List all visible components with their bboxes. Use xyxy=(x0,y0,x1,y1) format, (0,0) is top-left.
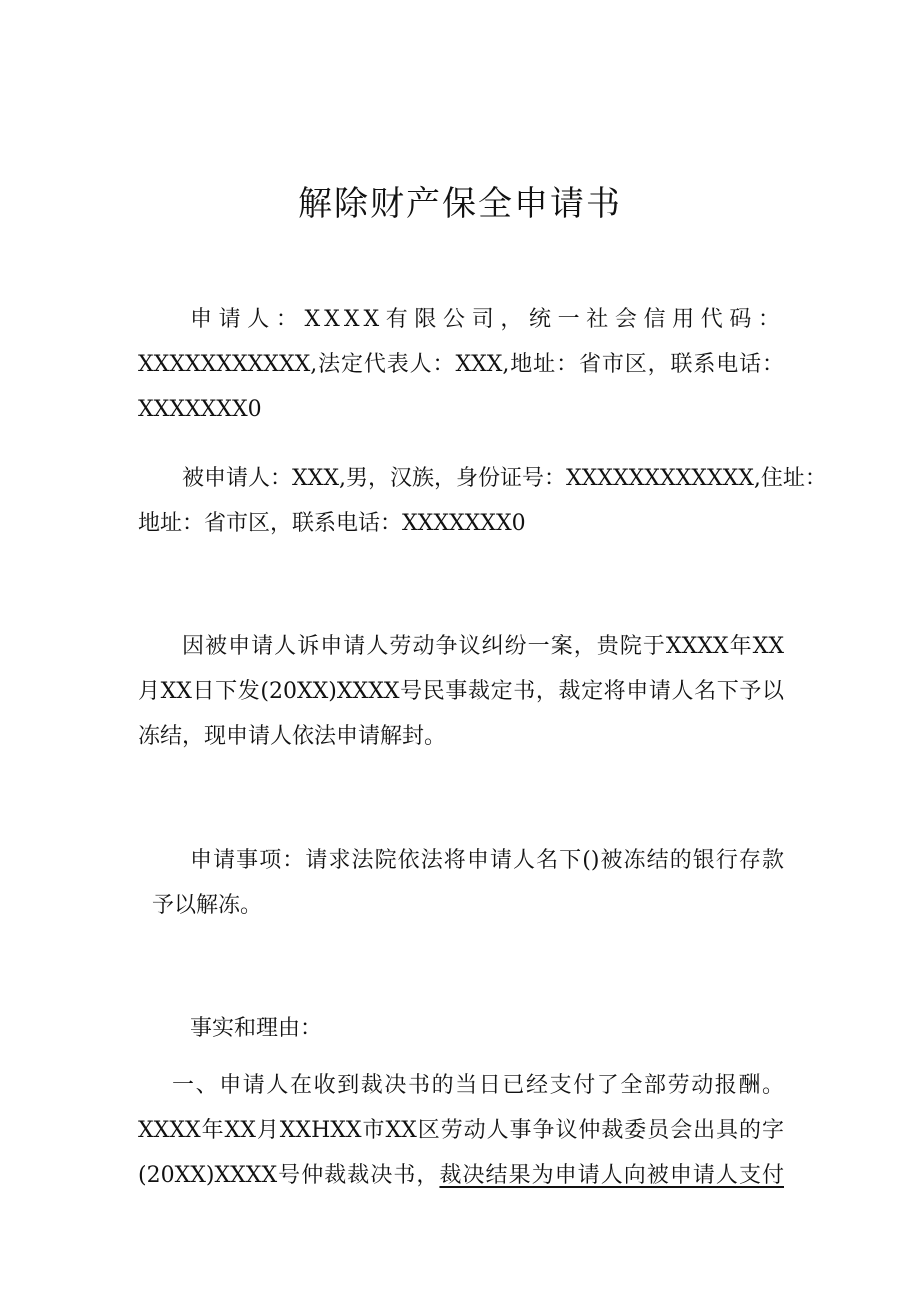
respondent-paragraph xyxy=(138,456,827,546)
facts-line-3-underlined: 裁决结果为申请人向被申请人支付 xyxy=(439,1163,784,1188)
facts-paragraph xyxy=(138,1063,784,1198)
respondent-line-1: 被申请人：XXX,男，汉族，身份证号：XXXXXXXXXXXX,住址： xyxy=(182,466,827,491)
request-line-1: 申请事项：请求法院依法将申请人名下()被冻结的银行存款 xyxy=(190,848,784,873)
respondent-line-2: 地址：省市区，联系电话：XXXXXXX0 xyxy=(138,511,526,536)
facts-heading: 事实和理由： xyxy=(190,1016,323,1041)
request-paragraph xyxy=(138,838,784,928)
applicant-paragraph xyxy=(138,297,784,432)
facts-heading-block xyxy=(138,1006,784,1051)
applicant-line-2: XXXXXXXXXXX,法定代表人：XXX,地址：省市区，联系电话： xyxy=(138,352,784,377)
case-line-1: 因被申请人诉申请人劳动争议纠纷一案，贵院于XXXX年XX xyxy=(182,634,784,659)
applicant-line-1: 申请人：XXXX有限公司，统一社会信用代码： xyxy=(190,307,784,332)
facts-line-2: XXXX年XX月XXHXX市XX区劳动人事争议仲裁委员会出具的字 xyxy=(138,1118,784,1143)
facts-line-1: 一、申请人在收到裁决书的当日已经支付了全部劳动报酬。 xyxy=(172,1073,784,1098)
case-line-3: 冻结，现申请人依法申请解封。 xyxy=(138,724,447,749)
case-line-2: 月XX日下发(20XX)XXXX号民事裁定书，裁定将申请人名下予以 xyxy=(138,679,784,704)
document-title: 解除财产保全申请书 xyxy=(298,184,622,224)
case-paragraph xyxy=(138,624,784,759)
applicant-line-3: XXXXXXX0 xyxy=(138,397,262,422)
request-line-2: 予以解冻。 xyxy=(152,893,263,918)
facts-line-3-plain: (20XX)XXXX号仲裁裁决书， xyxy=(138,1163,440,1188)
facts-line-3 xyxy=(138,1153,784,1198)
